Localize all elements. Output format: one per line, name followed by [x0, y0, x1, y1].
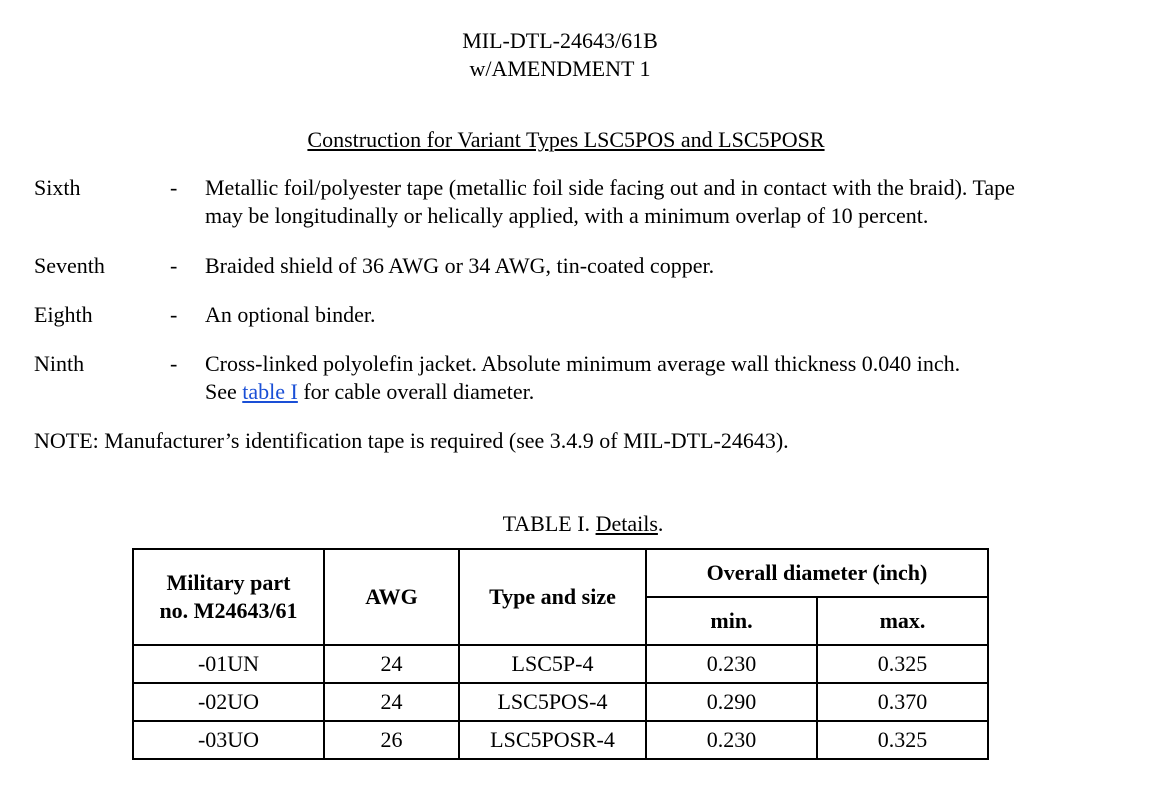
table-row	[133, 683, 988, 721]
layer-label: Seventh	[34, 253, 105, 278]
cell-awg: 26	[324, 721, 459, 759]
details-table	[132, 548, 989, 760]
table-i-link[interactable]: table I	[242, 379, 298, 404]
layer-description	[205, 350, 1150, 406]
table-title	[0, 510, 1166, 538]
see-suffix: for cable overall diameter.	[297, 379, 535, 404]
table-header-row	[133, 549, 988, 597]
cell-min: 0.230	[646, 645, 817, 683]
layer-dash: -	[170, 175, 178, 200]
cell-type: LSC5POS-4	[459, 683, 646, 721]
cell-part: -02UO	[133, 683, 324, 721]
table-row	[133, 645, 988, 683]
table-row	[133, 721, 988, 759]
cell-awg: 24	[324, 645, 459, 683]
layer-description	[205, 174, 1150, 230]
cell-part: -01UN	[133, 645, 324, 683]
cell-max: 0.325	[817, 645, 988, 683]
layer-label: Eighth	[34, 302, 93, 327]
layer-description-line: Cross-linked polyolefin jacket. Absolute minimum average wall thickness 0.040 inch.	[205, 351, 961, 376]
header-min: min.	[646, 597, 817, 645]
layer-description-line	[205, 378, 1150, 406]
amendment-label: w/AMENDMENT 1	[469, 56, 651, 81]
section-title: Construction for Variant Types LSC5POS and LSC5POSR	[307, 127, 825, 152]
layer-description-line: Braided shield of 36 AWG or 34 AWG, tin-coated copper.	[205, 253, 715, 278]
header-military-part-line1: Military part	[166, 570, 291, 595]
header-military-part	[133, 549, 324, 645]
layer-dash: -	[170, 302, 178, 327]
cell-min: 0.290	[646, 683, 817, 721]
document-id: MIL-DTL-24643/61B	[462, 28, 658, 53]
layer-description	[205, 252, 1150, 280]
header-type-size: Type and size	[459, 549, 646, 645]
header-max: max.	[817, 597, 988, 645]
cell-awg: 24	[324, 683, 459, 721]
layer-dash: -	[170, 253, 178, 278]
cell-min: 0.230	[646, 721, 817, 759]
see-prefix: See	[205, 379, 243, 404]
header-awg: AWG	[324, 549, 459, 645]
cell-max: 0.325	[817, 721, 988, 759]
layer-description-line: may be longitudinally or helically applied, with a minimum overlap of 10 percent.	[205, 203, 929, 228]
cell-type: LSC5P-4	[459, 645, 646, 683]
note-text: NOTE: Manufacturer’s identification tape is required (see 3.4.9 of MIL-DTL-24643).	[34, 428, 789, 453]
layer-label: Ninth	[34, 351, 85, 376]
layer-description-line: Metallic foil/polyester tape (metallic foil side facing out and in contact with the braid). Tape	[205, 175, 1015, 200]
table-title-underlined: Details	[595, 511, 658, 536]
header-overall-diameter: Overall diameter (inch)	[646, 549, 988, 597]
table-title-suffix: .	[657, 511, 664, 536]
layer-description-line: An optional binder.	[205, 302, 376, 327]
layer-dash: -	[170, 351, 178, 376]
table-title-prefix: TABLE I.	[502, 511, 596, 536]
layer-description	[205, 301, 1150, 329]
header-military-part-line2: no. M24643/61	[159, 598, 298, 623]
cell-part: -03UO	[133, 721, 324, 759]
cell-max: 0.370	[817, 683, 988, 721]
cell-type: LSC5POSR-4	[459, 721, 646, 759]
layer-label: Sixth	[34, 175, 81, 200]
